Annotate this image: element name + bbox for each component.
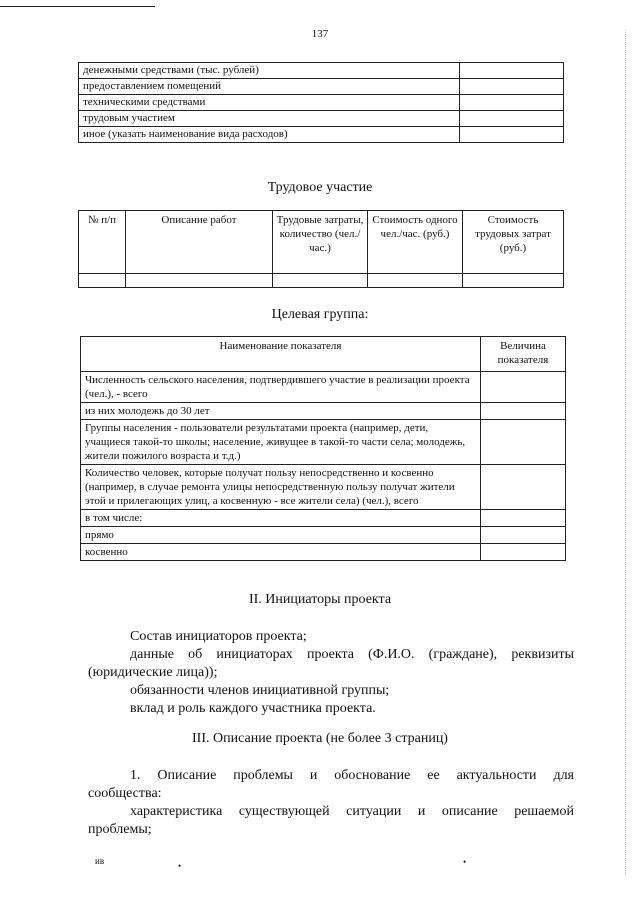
section2-title: II. Инициаторы проекта xyxy=(248,592,392,607)
section2-body xyxy=(88,628,574,718)
indicator-value xyxy=(481,510,566,527)
section2-line: обязанности членов инициативной группы; xyxy=(130,683,390,698)
table-row xyxy=(79,63,564,79)
table-header-row xyxy=(81,337,566,372)
funding-row-value xyxy=(460,127,564,143)
table-row xyxy=(81,510,566,527)
indicator-value xyxy=(481,544,566,561)
col-header-indicator-name: Наименование показателя xyxy=(81,337,481,372)
indicator-label: Численность сельского населения, подтвердившего участие в реализации проекта (чел.), - всего xyxy=(81,372,481,403)
table-cell xyxy=(463,274,564,288)
section3-line: характеристика существующей ситуации и описание решаемой xyxy=(130,804,574,819)
funding-row-value xyxy=(460,63,564,79)
funding-table xyxy=(78,62,564,143)
col-header-indicator-value: Величина показателя xyxy=(481,337,566,372)
section3-line: проблемы; xyxy=(88,822,152,837)
indicator-value xyxy=(481,403,566,420)
footer-dot: • xyxy=(463,857,467,867)
indicator-value xyxy=(481,465,566,510)
funding-row-value xyxy=(460,79,564,95)
table-row xyxy=(81,527,566,544)
indicator-value xyxy=(481,372,566,403)
funding-row-label: предоставлением помещений xyxy=(79,79,460,95)
section3-title: III. Описание проекта (не более 3 страниц) xyxy=(192,731,448,746)
table-row xyxy=(81,544,566,561)
funding-row-value xyxy=(460,95,564,111)
indicator-label: в том числе: xyxy=(81,510,481,527)
col-header-number: № п/п xyxy=(79,211,126,274)
indicator-value xyxy=(481,420,566,465)
funding-row-label: денежными средствами (тыс. рублей) xyxy=(79,63,460,79)
funding-row-label: техническими средствами xyxy=(79,95,460,111)
table-row xyxy=(81,465,566,510)
table-cell xyxy=(368,274,463,288)
funding-row-label: иное (указать наименование вида расходов) xyxy=(79,127,460,143)
scan-edge-right xyxy=(625,30,626,875)
scan-edge-line xyxy=(0,6,155,7)
table-cell xyxy=(126,274,273,288)
table-row xyxy=(79,127,564,143)
footer-mark: ив xyxy=(95,856,105,866)
indicator-label: Группы населения - пользователи результатами проекта (например, дети, учащиеся такой-то школы; население, живущее в такой-то части села; молодежь, жители пожилого возраста и т.д.) xyxy=(81,420,481,465)
col-header-labor-costs: Трудовые затраты, количество (чел./час.) xyxy=(273,211,368,274)
target-section-title: Целевая группа: xyxy=(271,307,369,322)
labor-section-title: Трудовое участие xyxy=(267,180,373,195)
table-cell xyxy=(79,274,126,288)
table-row xyxy=(79,274,564,288)
indicator-label: прямо xyxy=(81,527,481,544)
section3-line: 1. Описание проблемы и обоснование ее актуальности для xyxy=(130,768,574,783)
table-row xyxy=(79,111,564,127)
indicator-label: косвенно xyxy=(81,544,481,561)
indicator-label: Количество человек, которые получат пользу непосредственно и косвенно (например, в случае ремонта улицы непосредственную пользу получат жители этой и прилегающих улиц, а косвенную - все жители села) (чел.), всего xyxy=(81,465,481,510)
table-row xyxy=(79,79,564,95)
col-header-total-cost: Стоимость трудовых затрат (руб.) xyxy=(463,211,564,274)
table-row xyxy=(81,420,566,465)
section3-line: сообщества: xyxy=(88,786,162,801)
footer-dot: • xyxy=(178,861,182,871)
section2-line: данные об инициаторах проекта (Ф.И.О. (граждане), реквизиты xyxy=(130,647,574,662)
section2-line: Состав инициаторов проекта; xyxy=(130,629,307,644)
funding-row-label: трудовым участием xyxy=(79,111,460,127)
table-cell xyxy=(273,274,368,288)
table-header-row xyxy=(79,211,564,274)
table-row xyxy=(79,95,564,111)
col-header-work-description: Описание работ xyxy=(126,211,273,274)
section2-line: (юридические лица)); xyxy=(88,665,218,680)
funding-row-value xyxy=(460,111,564,127)
target-group-table xyxy=(80,336,566,561)
indicator-value xyxy=(481,527,566,544)
col-header-hour-cost: Стоимость одного чел./час. (руб.) xyxy=(368,211,463,274)
indicator-label: из них молодежь до 30 лет xyxy=(81,403,481,420)
labor-table xyxy=(78,210,564,288)
table-row xyxy=(81,403,566,420)
page-number: 137 xyxy=(311,28,329,40)
section3-body xyxy=(88,767,574,839)
table-row xyxy=(81,372,566,403)
section2-line: вклад и роль каждого участника проекта. xyxy=(130,701,376,716)
